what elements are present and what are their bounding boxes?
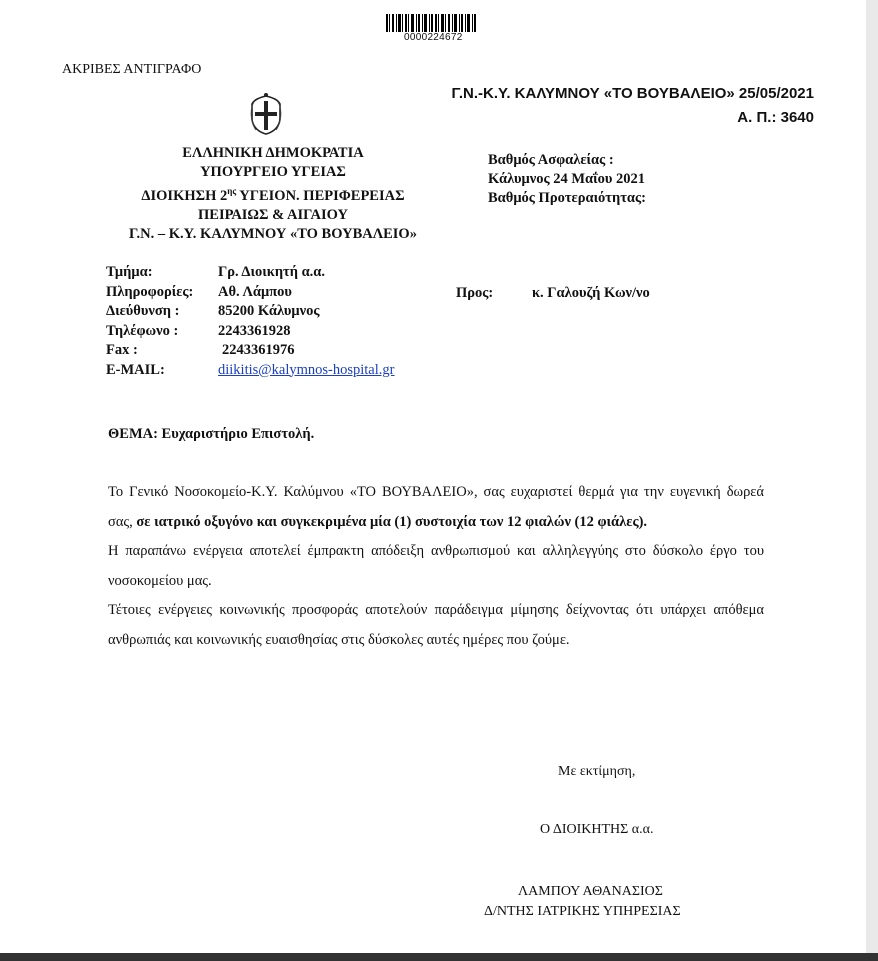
- security-level: Βαθμός Ασφαλείας :: [488, 152, 614, 168]
- contact-row-phone: Τηλέφωνο : 2243361928: [106, 322, 291, 339]
- contact-row-info: Πληροφορίες: Αθ. Λάμπου: [106, 283, 292, 300]
- signatory-name: ΛΑΜΠΟΥ ΑΘΑΝΑΣΙΟΣ: [518, 884, 663, 899]
- contact-table: [106, 263, 394, 380]
- registry-line: Γ.Ν.-Κ.Υ. ΚΑΛΥΜΝΟΥ «ΤΟ ΒΟΥΒΑΛΕΙΟ» 25/05/2021: [451, 85, 814, 102]
- background-strip: [0, 953, 878, 961]
- priority-level: Βαθμός Προτεραιότητας:: [488, 190, 646, 206]
- issuer-administration: ΔΙΟΙΚΗΣΗ $2^{\eta\varsigma}$ ΥΓΕΙΟΝ. ΠΕΡΙΦΕΡΕΙΑΣ: [141, 186, 405, 204]
- body-paragraph-3: Τέτοιες ενέργειες κοινωνικής προσφοράς αποτελούν παράδειγμα μίμησης δείχνοντας ότι υπάρχει απόθεμα ανθρωπιάς και κοινωνικής ευαισθησίας στις δύσκολες αυτές ημέρες που ζούμε.: [108, 602, 764, 648]
- meta-block: [488, 151, 646, 208]
- letter-body: [108, 478, 764, 655]
- closing-regards: Με εκτίμηση,: [558, 764, 636, 779]
- contact-row-email: E-MAIL: diikitis@kalymnos-hospital.gr: [106, 361, 395, 378]
- place-date: Κάλυμνος 24 Μαΐου 2021: [488, 171, 646, 187]
- contact-row-address: Διεύθυνση : 85200 Κάλυμνος: [106, 303, 320, 319]
- contact-row-department: Τμήμα: Γρ. Διοικητή α.α.: [106, 264, 326, 280]
- email-link[interactable]: diikitis@kalymnos-hospital.gr: [218, 361, 395, 378]
- certified-copy-stamp: ΑΚΡΙΒΕΣ ΑΝΤΙΓΡΑΦΟ: [62, 62, 202, 77]
- issuer-country: ΕΛΛΗΝΙΚΗ ΔΗΜΟΚΡΑΤΙΑ: [182, 145, 364, 161]
- page-edge: [866, 0, 878, 961]
- barcode-number: 0000224672: [404, 32, 463, 43]
- issuer-hospital: Γ.Ν. – Κ.Υ. ΚΑΛΥΜΝΟΥ «ΤΟ ΒΟΥΒΑΛΕΙΟ»: [129, 225, 417, 242]
- issuer-block: [106, 144, 440, 244]
- issuer-region: ΠΕΙΡΑΙΩΣ & ΑΙΓΑΙΟΥ: [198, 206, 348, 223]
- signatory-title: Δ/ΝΤΗΣ ΙΑΤΡΙΚΗΣ ΥΠΗΡΕΣΙΑΣ: [484, 904, 681, 919]
- body-paragraph-2: Η παραπάνω ενέργεια αποτελεί έμπρακτη απόδειξη ανθρωπισμού και αλληλεγγύης στο δύσκολο έργο του νοσοκομείου μας.: [108, 543, 764, 589]
- subject-line: ΘΕΜΑ: Ευχαριστήριο Επιστολή.: [108, 426, 315, 442]
- recipient-label: Προς:: [456, 285, 494, 301]
- recipient-name: κ. Γαλουζή Κων/νο: [532, 285, 650, 301]
- body-paragraph-1: Το Γενικό Νοσοκομείο-Κ.Υ. Καλύμνου «ΤΟ ΒΟΥΒΑΛΕΙΟ», σας ευχαριστεί θερμά για την ευγενική δωρεά σας, σε ιατρικό οξυγόνο και συγκεκριμένα μία (1) συστοιχία των 12 φιαλών (12 φιάλες).: [108, 484, 764, 530]
- greek-emblem-icon: [248, 92, 284, 136]
- signatory-role: Ο ΔΙΟΙΚΗΤΗΣ α.α.: [540, 822, 654, 837]
- barcode-icon: [386, 14, 476, 32]
- issuer-ministry: ΥΠΟΥΡΓΕΙΟ ΥΓΕΙΑΣ: [200, 164, 346, 180]
- protocol-number: Α. Π.: 3640: [737, 109, 814, 126]
- contact-row-fax: Fax : 2243361976: [106, 342, 295, 358]
